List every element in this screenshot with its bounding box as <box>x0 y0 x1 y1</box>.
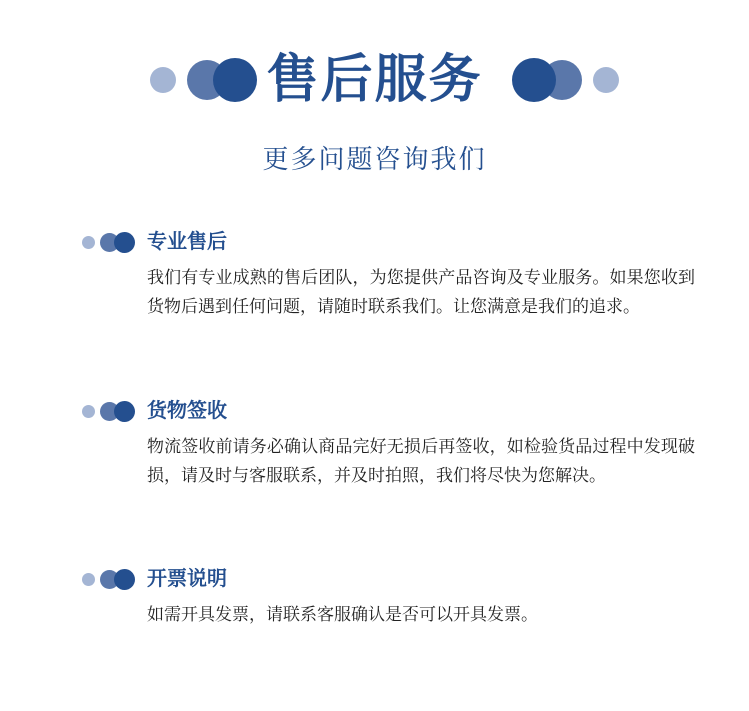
section-title: 开票说明 <box>147 566 227 590</box>
section-body: 物流签收前请务必确认商品完好无损后再签收，如检验货品过程中发现破损，请及时与客服联系，并及时拍照，我们将尽快为您解决。 <box>147 437 695 486</box>
bullet-dot-light <box>82 405 95 418</box>
bullet-dot-dark <box>114 401 135 422</box>
page-subtitle: 更多问题咨询我们 <box>262 145 487 175</box>
bullet-dot-dark <box>114 569 135 590</box>
section-body: 如需开具发票，请联系客服确认是否可以开具发票。 <box>147 605 538 625</box>
section-title: 货物签收 <box>147 398 227 422</box>
section-title: 专业售后 <box>147 229 227 253</box>
section-bullet-dots <box>80 399 140 423</box>
page-title: 售后服务 <box>266 50 483 110</box>
section-bullet-dots <box>80 230 140 254</box>
section-body: 我们有专业成熟的售后团队，为您提供产品咨询及专业服务。如果您收到货物后遇到任何问题，请随时联系我们。让您满意是我们的追求。 <box>147 268 695 317</box>
bullet-dot-light <box>82 236 95 249</box>
bullet-dot-dark <box>114 232 135 253</box>
bullet-dot-light <box>82 573 95 586</box>
section-bullet-dots <box>80 567 140 591</box>
